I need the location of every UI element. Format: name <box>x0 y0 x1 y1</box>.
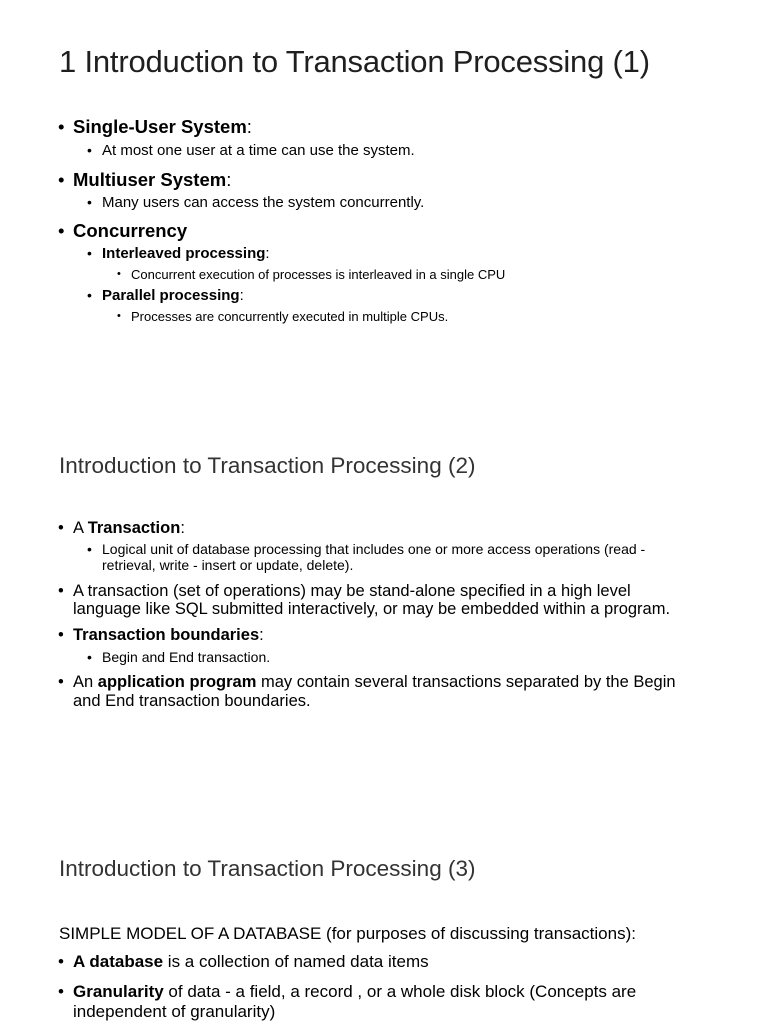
model-heading: SIMPLE MODEL OF A DATABASE (for purposes of discussing transactions): <box>59 924 636 943</box>
single-user-label: Single-User System <box>73 116 247 137</box>
boundaries-desc: Begin and End transaction. <box>102 649 271 665</box>
app-program-line2: and End transaction boundaries. <box>73 691 311 710</box>
bullet-icon: • <box>117 310 121 322</box>
bullet-icon: • <box>58 220 65 241</box>
bullet-icon: • <box>87 194 92 210</box>
multiuser-desc: Many users can access the system concurrently. <box>102 194 425 211</box>
interleaved-label: Interleaved processing <box>102 245 266 262</box>
transaction-item: • A Transaction: <box>58 519 185 537</box>
interleaved-item: • Interleaved processing: <box>87 245 270 262</box>
boundaries-item: • Transaction boundaries: <box>58 626 264 644</box>
single-user-desc-item <box>87 142 415 159</box>
bullet-icon: • <box>87 142 92 158</box>
parallel-item: • Parallel processing: <box>87 287 244 304</box>
app-program-item: • An application program may contain several transactions separated by the Begin and End transaction boundaries. <box>58 673 676 710</box>
bullet-icon: • <box>58 169 65 190</box>
bullet-icon: • <box>58 952 64 971</box>
granularity-item: • Granularity of data - a field, a record , or a whole disk block (Concepts are independent of granularity) <box>58 982 637 1021</box>
app-program-label: application program <box>97 673 257 691</box>
database-item: • A database is a collection of named data items <box>58 952 429 971</box>
granularity-label: Granularity <box>73 982 164 1001</box>
bullet-icon: • <box>87 287 92 303</box>
bullet-icon: • <box>58 673 64 691</box>
boundaries-label: Transaction boundaries <box>73 626 260 644</box>
single-user-item: • Single-User System: <box>58 116 252 137</box>
bullet-icon: • <box>87 541 92 557</box>
set-ops-line2: language like SQL submitted interactively, or may be embedded within a program. <box>73 600 671 619</box>
concurrency-label: Concurrency <box>73 220 188 241</box>
bullet-icon: • <box>58 626 64 644</box>
bullet-icon: • <box>58 982 64 1001</box>
transaction-desc-line2: retrieval, write - insert or update, delete). <box>102 557 354 574</box>
transaction-desc-line1: Logical unit of database processing that includes one or more access operations (read - <box>102 541 646 557</box>
interleaved-desc-item <box>117 267 506 283</box>
set-ops-item <box>58 582 671 619</box>
bullet-icon: • <box>87 649 92 665</box>
multiuser-desc-item <box>87 194 425 211</box>
concurrency-item <box>58 220 188 241</box>
slide-3-title: Introduction to Transaction Processing (3) <box>59 856 476 881</box>
interleaved-desc: Concurrent execution of processes is interleaved in a single CPU <box>131 267 506 282</box>
parallel-desc-item <box>117 309 449 325</box>
database-label: A database <box>73 952 164 971</box>
multiuser-item: • Multiuser System: <box>58 169 232 190</box>
bullet-icon: • <box>58 116 65 137</box>
set-ops-line1: A transaction (set of operations) may be stand-alone specified in a high level <box>73 582 631 600</box>
slide-1-title: 1 Introduction to Transaction Processing (1) <box>59 44 650 79</box>
parallel-label: Parallel processing <box>102 287 240 304</box>
transaction-label: Transaction <box>87 519 181 537</box>
bullet-icon: • <box>117 268 121 280</box>
slide-2-title: Introduction to Transaction Processing (2) <box>59 453 476 478</box>
single-user-desc: At most one user at a time can use the system. <box>102 142 415 159</box>
bullet-icon: • <box>87 245 92 261</box>
bullet-icon: • <box>58 582 64 600</box>
multiuser-label: Multiuser System <box>73 169 227 190</box>
boundaries-desc-item <box>87 649 271 665</box>
transaction-desc-item <box>87 541 646 574</box>
bullet-icon: • <box>58 519 64 537</box>
parallel-desc: Processes are concurrently executed in multiple CPUs. <box>131 309 449 324</box>
granularity-line2: independent of granularity) <box>73 1001 276 1021</box>
